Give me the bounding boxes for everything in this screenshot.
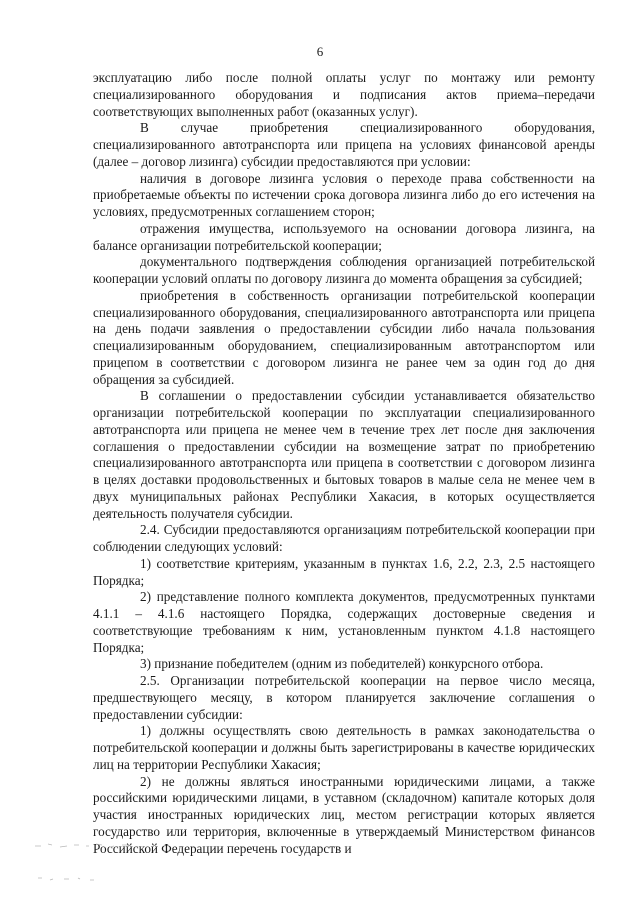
scan-artifact [30, 838, 150, 888]
paragraph-leasing-conditions: В случае приобретения специализированного оборудования, специализированного автотранспорта или прицепа на условиях финансовой аренды (далее – договор лизинга) субсидии предоставляются при условии: [93, 120, 595, 169]
paragraph-balance-sheet: отражения имущества, используемого на основании договора лизинга, на балансе организации потребительской кооперации; [93, 220, 595, 253]
paragraph-requirement-1: 1) должны осуществлять свою деятельность в рамках законодательства о потребительской кооперации и должны быть зарегистрированы в качестве юридических лиц на территории Республики Хакасия; [93, 723, 595, 772]
paragraph-payment-confirmation: документального подтверждения соблюдения организацией потребительской кооперации условий оплаты по договору лизинга до момента обращения за субсидией; [93, 254, 595, 286]
paragraph-condition-3: 3) признание победителем (одним из победителей) конкурсного отбора. [140, 656, 544, 672]
paragraph-section-2-4: 2.4. Субсидии предоставляются организациям потребительской кооперации при соблюдении следующих условий: [93, 522, 595, 554]
paragraph-condition-2: 2) представление полного комплекта документов, предусмотренных пунктами 4.1.1 – 4.1.6 настоящего Порядка, содержащих достоверные сведения и соответствующие требованиям к ним, установленным пунктом 4.1.8 настоящего Порядка; [93, 589, 595, 655]
paragraph-condition-1: 1) соответствие критериям, указанным в пунктах 1.6, 2.2, 2.3, 2.5 настоящего Порядка; [93, 555, 595, 588]
document-body [93, 70, 595, 857]
paragraph-acquisition: приобретения в собственность организации потребительской кооперации специализированного оборудования, специализированного автотранспорта или прицепа на день подачи заявления о предоставлении субсидии либо начала пользования специализированным оборудованием, специализированным автотранспортом или прицепом в соответствии с договором лизинга не ранее чем за один год до дня обращения за субсидией. [93, 287, 595, 387]
paragraph-requirement-2: 2) не должны являться иностранными юридическими лицами, а также российскими юридическими лицами, в уставном (складочном) капитале которых доля участия иностранных юридических лиц, местом регистрации которых является государство или территория, включенные в утверждаемый Министерством финансов Российской Федерации перечень государств и [93, 773, 595, 856]
paragraph-section-2-5: 2.5. Организации потребительской кооперации на первое число месяца, предшествующего месяцу, в котором планируется заключение соглашения о предоставлении субсидии: [93, 673, 595, 722]
page-number: 6 [316, 44, 324, 59]
paragraph-continuation: эксплуатацию либо после полной оплаты услуг по монтажу или ремонту специализированного оборудования и подписания актов приема–передачи соответствующих выполненных работ (оказанных услуг). [93, 70, 595, 119]
paragraph-ownership-transfer: наличия в договоре лизинга условия о переходе права собственности на приобретаемые объекты по истечении срока договора лизинга либо до его истечения на условиях, предусмотренных соглашением сторон; [93, 170, 595, 219]
paragraph-obligation: В соглашении о предоставлении субсидии устанавливается обязательство организации потребительской кооперации по эксплуатации специализированного автотранспорта или прицепа не менее чем в течение трех лет после дня заключения соглашения о предоставлении субсидии на возмещение затрат по приобретению специализированного автотранспорта или прицепа в соответствии с договором лизинга в целях доставки продовольственных и бытовых товаров в малые села не менее чем в двух муниципальных районах Республики Хакасия, в которых осуществляется деятельность получателя субсидии. [93, 388, 595, 521]
